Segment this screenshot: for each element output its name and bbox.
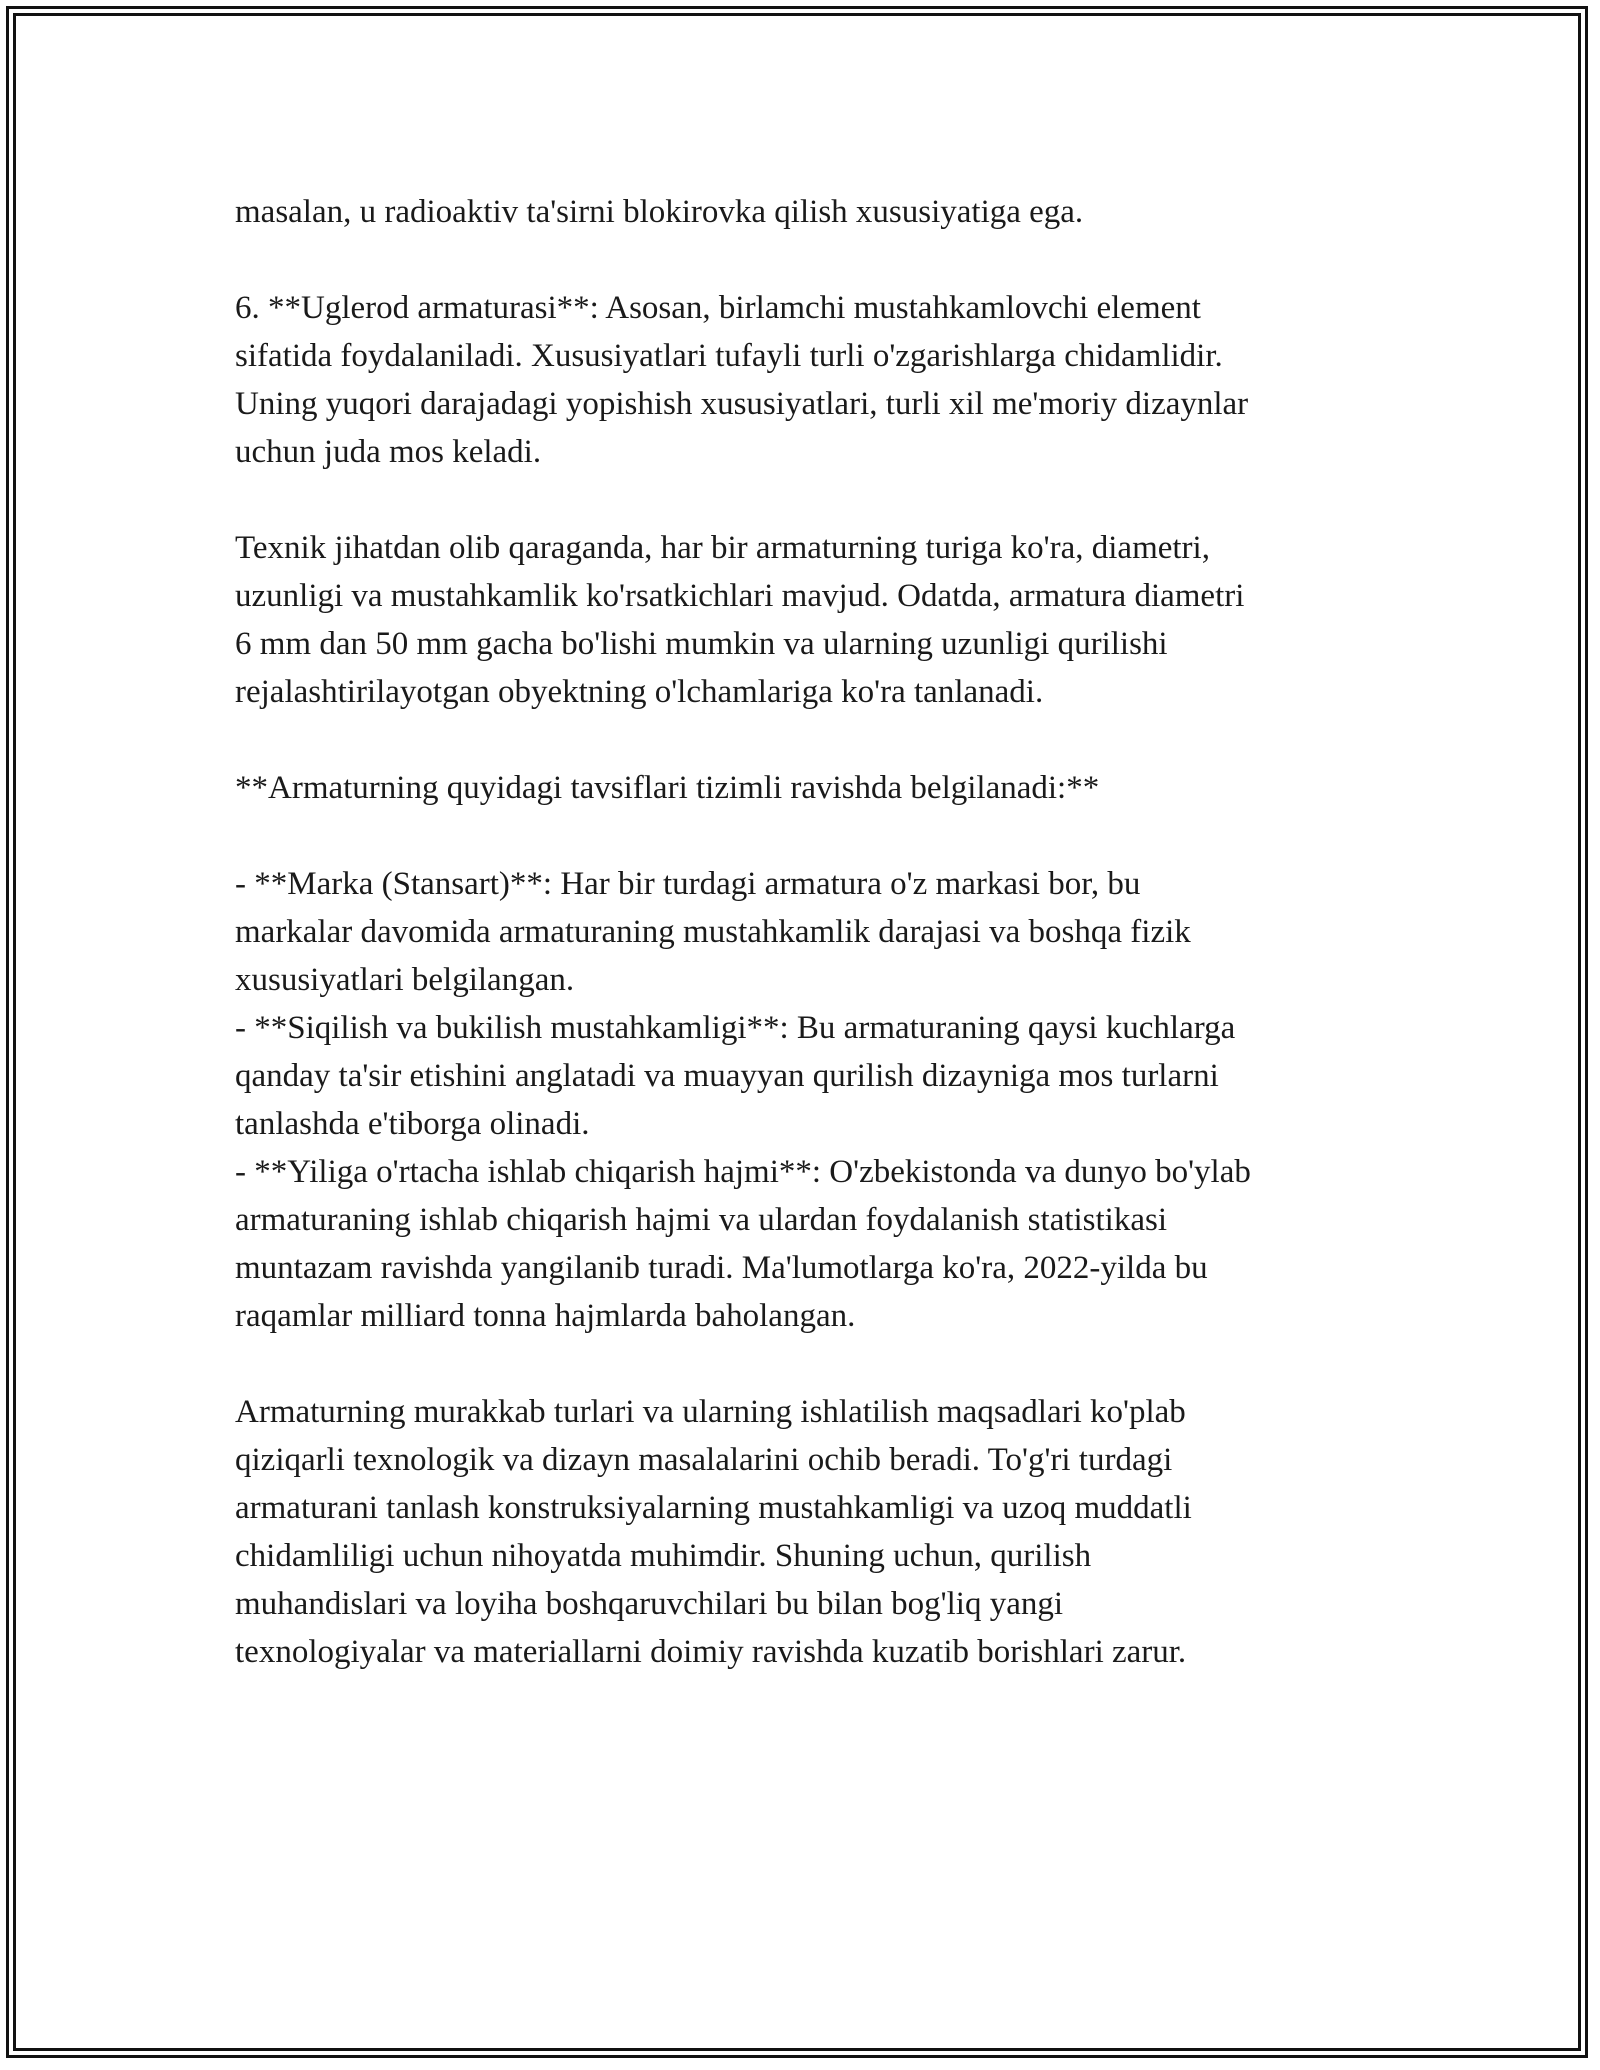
text-line: Armaturning murakkab turlari va ularning ishlatilish maqsadlari ko'plab (235, 1394, 1186, 1430)
paragraph-gap (235, 236, 1395, 284)
paragraph-gap (235, 716, 1395, 764)
list-item-line: armaturaning ishlab chiqarish hajmi va ulardan foydalanish statistikasi (235, 1202, 1168, 1238)
paragraph-list (235, 860, 1395, 1340)
paragraph-technical (235, 524, 1395, 716)
list-item-line: - **Siqilish va bukilish mustahkamligi**: Bu armaturaning qaysi kuchlarga (235, 1010, 1236, 1046)
paragraph-conclusion (235, 1388, 1395, 1676)
list-item-line: markalar davomida armaturaning mustahkamlik darajasi va boshqa fizik (235, 914, 1191, 950)
list-item-line: xususiyatlari belgilangan. (235, 962, 575, 998)
text-line: sifatida foydalaniladi. Xususiyatlari tufayli turli o'zgarishlarga chidamlidir. (235, 338, 1223, 374)
text-line: Uning yuqori darajadagi yopishish xususiyatlari, turli xil me'moriy dizaynlar (235, 386, 1249, 422)
paragraph-carbon-rebar (235, 284, 1395, 476)
list-item-line: tanlashda e'tiborga olinadi. (235, 1106, 590, 1142)
text-line: chidamliligi uchun nihoyatda muhimdir. Shuning uchun, qurilish (235, 1538, 1092, 1574)
text-line: armaturani tanlash konstruksiyalarning mustahkamligi va uzoq muddatli (235, 1490, 1192, 1526)
list-item-line: - **Yiliga o'rtacha ishlab chiqarish hajmi**: O'zbekistonda va dunyo bo'ylab (235, 1154, 1251, 1190)
text-line: Texnik jihatdan olib qaraganda, har bir armaturning turiga ko'ra, diametri, (235, 530, 1210, 566)
paragraph-gap (235, 812, 1395, 860)
paragraph-gap (235, 1340, 1395, 1388)
text-line: masalan, u radioaktiv ta'sirni blokirovka qilish xususiyatiga ega. (235, 194, 1084, 230)
text-line: qiziqarli texnologik va dizayn masalalarini ochib beradi. To'g'ri turdagi (235, 1442, 1173, 1478)
paragraph-gap (235, 476, 1395, 524)
document-body (235, 188, 1395, 1676)
list-item-line: muntazam ravishda yangilanib turadi. Ma'lumotlarga ko'ra, 2022-yilda bu (235, 1250, 1208, 1286)
list-item-line: - **Marka (Stansart)**: Har bir turdagi armatura o'z markasi bor, bu (235, 866, 1141, 902)
list-item-line: qanday ta'sir etishini anglatadi va muayyan qurilish dizayniga mos turlarni (235, 1058, 1219, 1094)
paragraph-intro (235, 188, 1395, 236)
text-line: 6. **Uglerod armaturasi**: Asosan, birlamchi mustahkamlovchi element (235, 290, 1201, 326)
text-line: muhandislari va loyiha boshqaruvchilari bu bilan bog'liq yangi (235, 1586, 1064, 1622)
list-item-line: raqamlar milliard tonna hajmlarda baholangan. (235, 1298, 856, 1334)
text-line: texnologiyalar va materiallarni doimiy ravishda kuzatib borishlari zarur. (235, 1634, 1187, 1670)
text-line: rejalashtirilayotgan obyektning o'lchamlariga ko'ra tanlanadi. (235, 674, 1044, 710)
text-line: **Armaturning quyidagi tavsiflari tizimli ravishda belgilanadi:** (235, 770, 1100, 806)
text-line: uzunligi va mustahkamlik ko'rsatkichlari mavjud. Odatda, armatura diametri (235, 578, 1245, 614)
text-line: uchun juda mos keladi. (235, 434, 542, 470)
text-line: 6 mm dan 50 mm gacha bo'lishi mumkin va ularning uzunligi qurilishi (235, 626, 1168, 662)
paragraph-heading (235, 764, 1395, 812)
